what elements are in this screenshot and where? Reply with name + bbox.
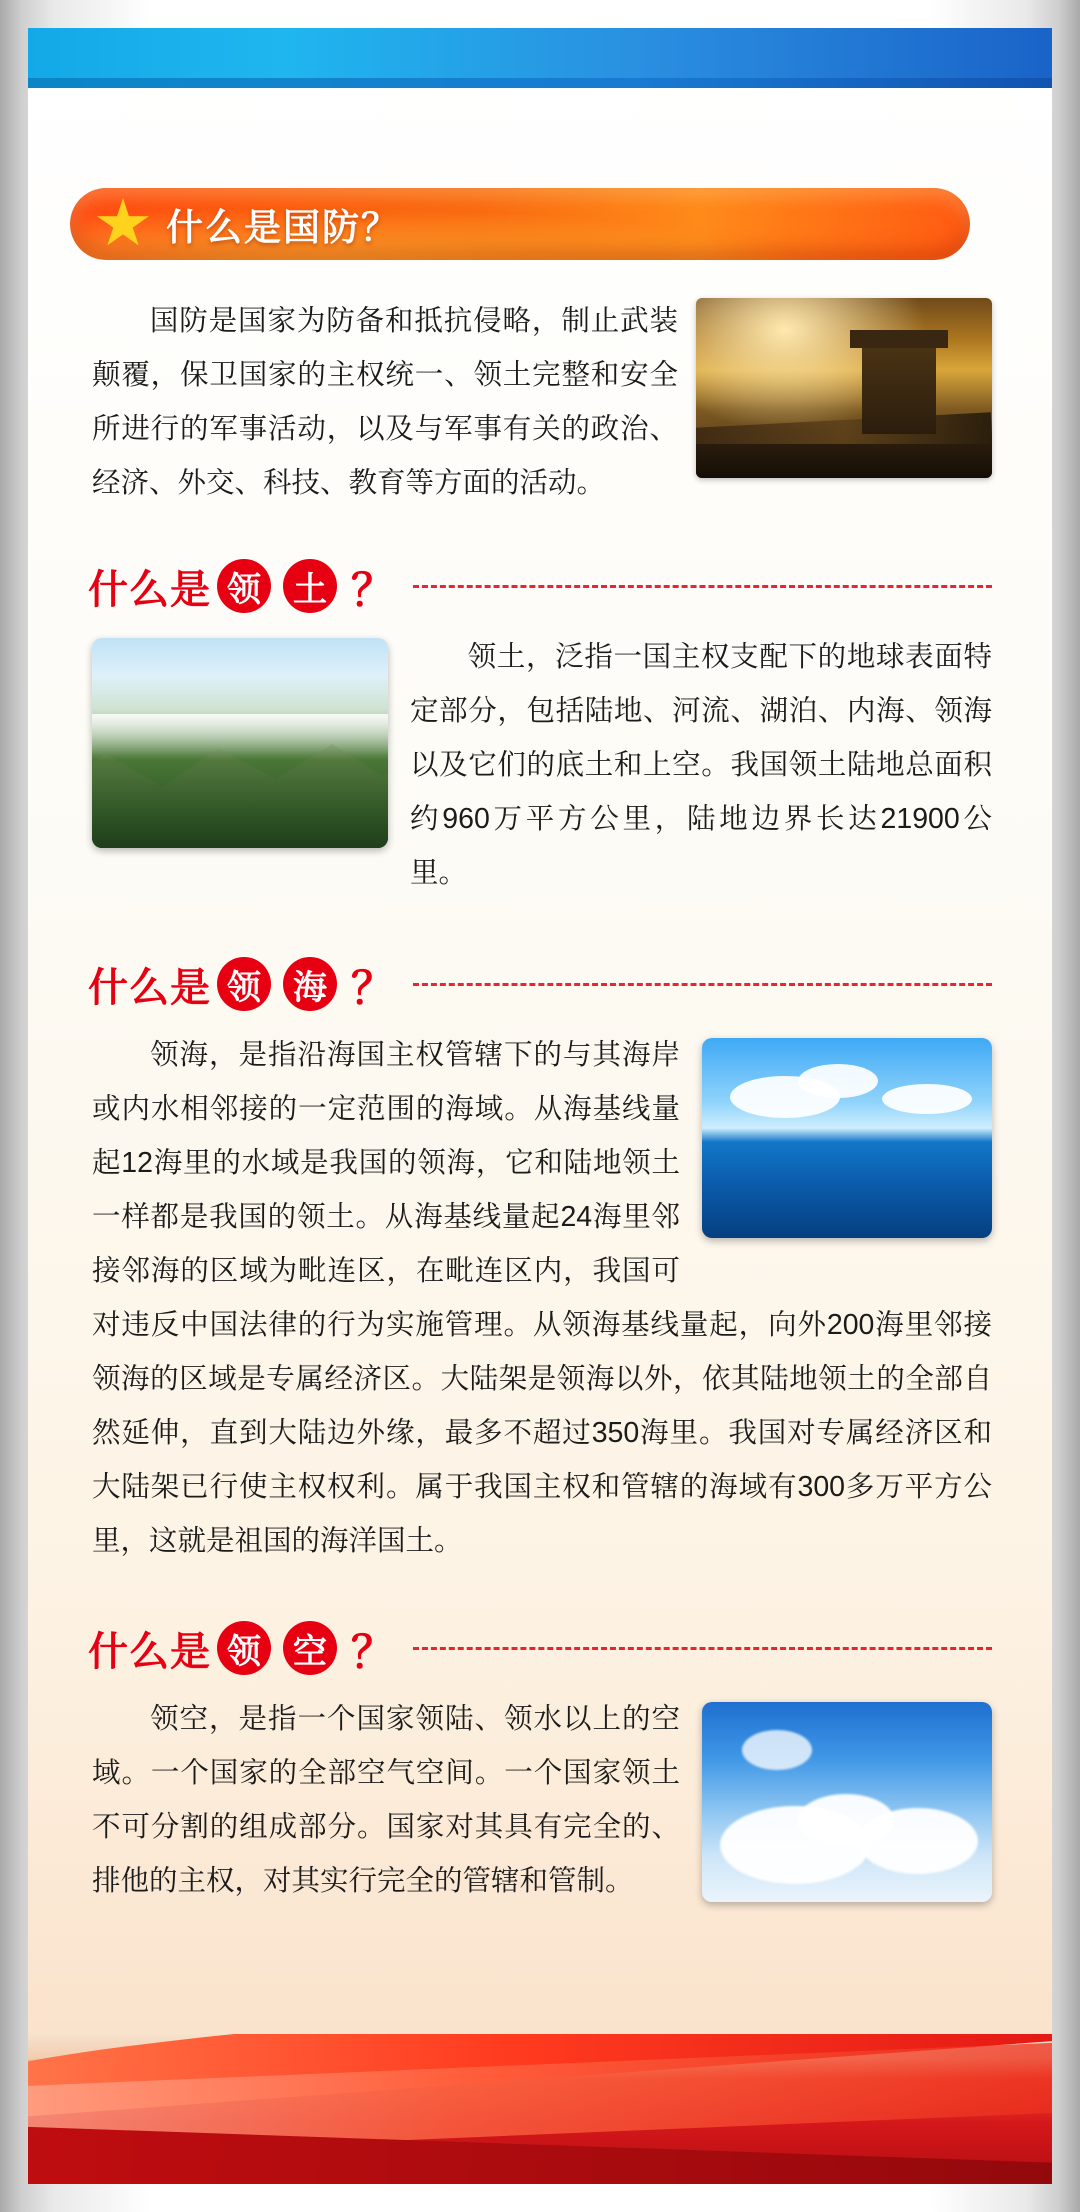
heading-lead: 什么是 <box>88 1629 211 1674</box>
heading-question-mark: ？ <box>351 566 395 615</box>
cloud-shape <box>858 1808 978 1874</box>
heading-bubble-2: 土 <box>283 559 337 613</box>
heading-question-mark: ？ <box>351 1628 395 1677</box>
heading-lead: 什么是 <box>88 965 211 1010</box>
airspace-text-value: 领空，是指一个国家领陆、领水以上的空域。一个国家的全部空气空间。一个国家领土不可分割的组成部分。国家对其具有完全的、排他的主权，对其实行完全的管辖和管制。 <box>92 1703 680 1897</box>
blue-ocean-photo <box>702 1038 992 1238</box>
heading-dashed-line <box>413 983 992 986</box>
heading-bubble-2: 海 <box>283 957 337 1011</box>
star-icon <box>96 198 150 250</box>
heading-bubble-1: 领 <box>217 1621 271 1675</box>
tower-shape <box>862 342 936 434</box>
section-heading-territory <box>88 556 1052 616</box>
heading-dashed-line <box>413 1647 992 1650</box>
heading-lead: 什么是 <box>88 567 211 612</box>
section-body-airspace <box>28 1692 1052 1914</box>
territory-text-value: 领土，泛指一国主权支配下的地球表面特定部分，包括陆地、河流、湖泊、内海、领海以及它们的底土和上空。我国领土陆地总面积约960万平方公里，陆地边界长达21900公里。 <box>410 641 992 889</box>
heading-bubble-1: 领 <box>217 957 271 1011</box>
blue-sky-clouds-photo <box>702 1702 992 1902</box>
mist-shape <box>92 714 388 760</box>
poster-content <box>28 88 1052 1914</box>
section-heading-territorial-sea <box>88 954 1052 1014</box>
cloud-shape <box>742 1730 812 1770</box>
great-wall-sunset-photo <box>696 298 992 478</box>
banner-title: 什么是国防？ <box>166 207 400 248</box>
section-body-territory <box>28 630 1052 900</box>
title-banner <box>70 188 970 260</box>
heading-dashed-line <box>413 585 992 588</box>
great-wall-mountains-photo <box>92 638 388 848</box>
heading-question-mark: ？ <box>351 964 395 1013</box>
intro-text-value: 国防是国家为防备和抵抗侵略，制止武装颠覆，保卫国家的主权统一、领土完整和安全所进行的军事活动，以及与军事有关的政治、经济、外交、科技、教育等方面的活动。 <box>92 305 678 499</box>
bottom-red-ribbon <box>28 2034 1052 2184</box>
intro-block <box>28 294 1052 510</box>
ground-shape <box>696 444 992 478</box>
heading-bubble-2: 空 <box>283 1621 337 1675</box>
section-body-territorial-sea <box>28 1028 1052 1568</box>
poster-page <box>28 28 1052 2184</box>
section-heading-airspace <box>88 1618 1052 1678</box>
cloud-shape <box>798 1064 878 1098</box>
territorial-sea-text-value: 领海，是指沿海国主权管辖下的与其海岸或内水相邻接的一定范围的海域。从海基线量起12海里的水域是我国的领海，它和陆地领土一样都是我国的领土。从海基线量起24海里邻接邻海的区域为毗连区，在毗连区内，我国可对违反中国法律的行为实施管理。从领海基线量起，向外200海里邻接领海的区域是专属经济区。大陆架是领海以外，依其陆地领土的全部自然延伸，直到大陆边外缘，最多不超过350海里。我国对专属经济区和大陆架已行使主权权利。属于我国主权和管辖的海域有300多万平方公里，这就是祖国的海洋国土。 <box>92 1039 992 1557</box>
cloud-shape <box>882 1084 972 1114</box>
cloud-shape <box>720 1806 870 1884</box>
top-blue-band <box>28 28 1052 88</box>
heading-bubble-1: 领 <box>217 559 271 613</box>
